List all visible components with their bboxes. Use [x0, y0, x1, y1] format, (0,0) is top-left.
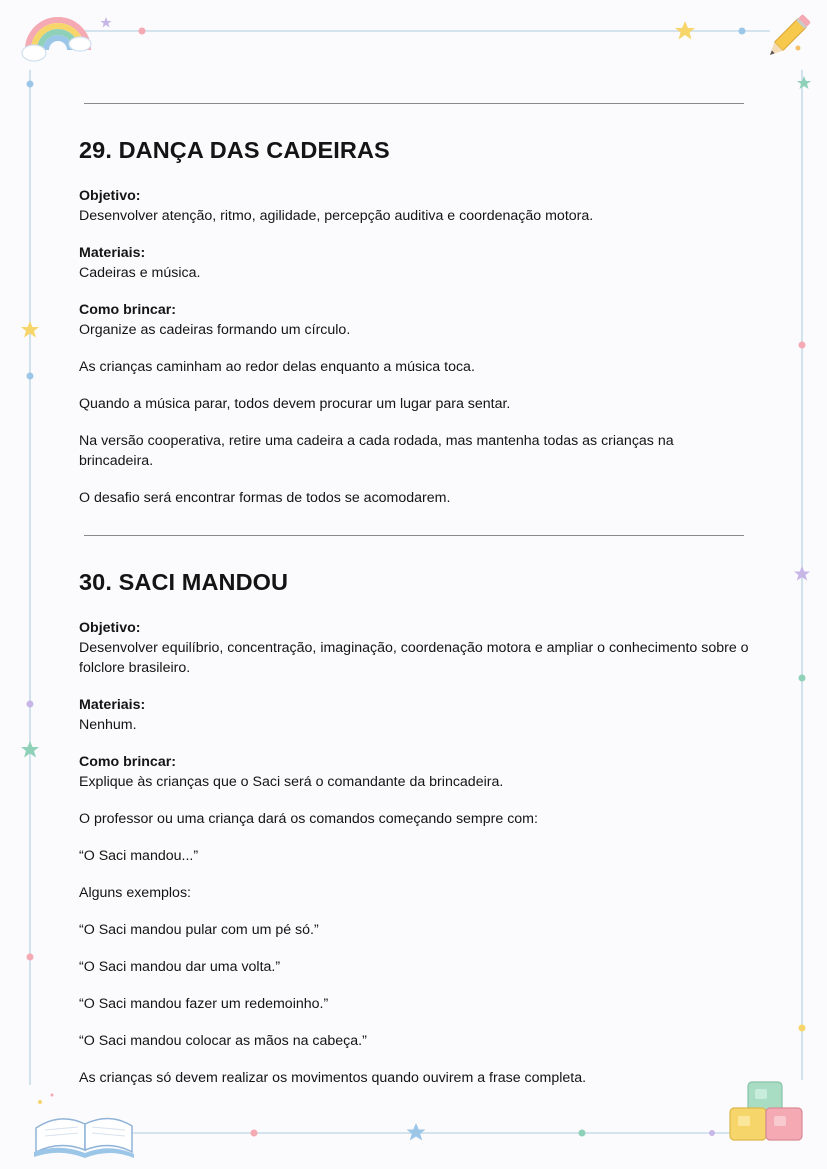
- dot-icon: [796, 46, 801, 51]
- dot-icon: [27, 81, 34, 88]
- step-text: “O Saci mandou fazer um redemoinho.”: [79, 996, 329, 1012]
- activity-30: [79, 569, 749, 1088]
- step-text: “O Saci mandou pular com um pé só.”: [79, 922, 319, 938]
- step-text: As crianças caminham ao redor delas enquanto a música toca.: [79, 359, 475, 375]
- step-text: “O Saci mandou dar uma volta.”: [79, 959, 281, 975]
- objective-label: Objetivo:: [79, 188, 141, 204]
- step-text: Organize as cadeiras formando um círculo.: [79, 322, 351, 338]
- rainbow-icon: [22, 20, 91, 61]
- open-book-icon: [34, 1094, 134, 1159]
- star-icon: [675, 21, 695, 40]
- step-text: Alguns exemplos:: [79, 885, 191, 901]
- step-text: O desafio será encontrar formas de todos se acomodarem.: [79, 490, 451, 506]
- dot-icon: [27, 954, 34, 961]
- objective-label: Objetivo:: [79, 620, 141, 636]
- how-to-play-label: Como brincar:: [79, 302, 176, 318]
- star-icon: [101, 17, 112, 28]
- objective-text: Desenvolver atenção, ritmo, agilidade, percepção auditiva e coordenação motora.: [79, 208, 594, 224]
- pencil-icon: [766, 14, 811, 59]
- dot-icon: [27, 701, 34, 708]
- step-text: Quando a música parar, todos devem procurar um lugar para sentar.: [79, 396, 511, 412]
- dot-icon: [251, 1130, 258, 1137]
- dot-icon: [799, 342, 806, 349]
- materials-label: Materiais:: [79, 245, 146, 261]
- activity-29: [79, 137, 749, 508]
- dot-icon: [739, 28, 746, 35]
- toy-blocks-icon: [730, 1082, 802, 1140]
- divider: [84, 103, 744, 104]
- materials-text: Cadeiras e música.: [79, 265, 201, 281]
- star-icon: [797, 76, 811, 89]
- dot-icon: [139, 28, 146, 35]
- step-text: “O Saci mandou...”: [79, 848, 199, 864]
- how-to-play-label: Como brincar:: [79, 754, 176, 770]
- activity-title: 30. SACI MANDOU: [79, 569, 289, 595]
- materials-text: Nenhum.: [79, 717, 137, 733]
- dot-icon: [579, 1130, 586, 1137]
- materials-label: Materiais:: [79, 697, 146, 713]
- dot-icon: [799, 1025, 806, 1032]
- step-text: “O Saci mandou colocar as mãos na cabeça.”: [79, 1033, 367, 1049]
- step-text: Na versão cooperativa, retire uma cadeira a cada rodada, mas mantenha todas as crianças na brincadeira.: [79, 433, 674, 469]
- activity-title: 29. DANÇA DAS CADEIRAS: [79, 137, 390, 163]
- step-text: O professor ou uma criança dará os comandos começando sempre com:: [79, 811, 538, 827]
- star-icon: [407, 1123, 426, 1141]
- objective-text: Desenvolver equilíbrio, concentração, imaginação, coordenação motora e ampliar o conhecimento sobre o folclore brasileiro.: [79, 640, 749, 676]
- divider: [84, 535, 744, 536]
- dot-icon: [799, 675, 806, 682]
- step-text: As crianças só devem realizar os movimentos quando ouvirem a frase completa.: [79, 1070, 587, 1086]
- step-text: Explique às crianças que o Saci será o comandante da brincadeira.: [79, 774, 504, 790]
- dot-icon: [709, 1130, 715, 1136]
- dot-icon: [27, 373, 34, 380]
